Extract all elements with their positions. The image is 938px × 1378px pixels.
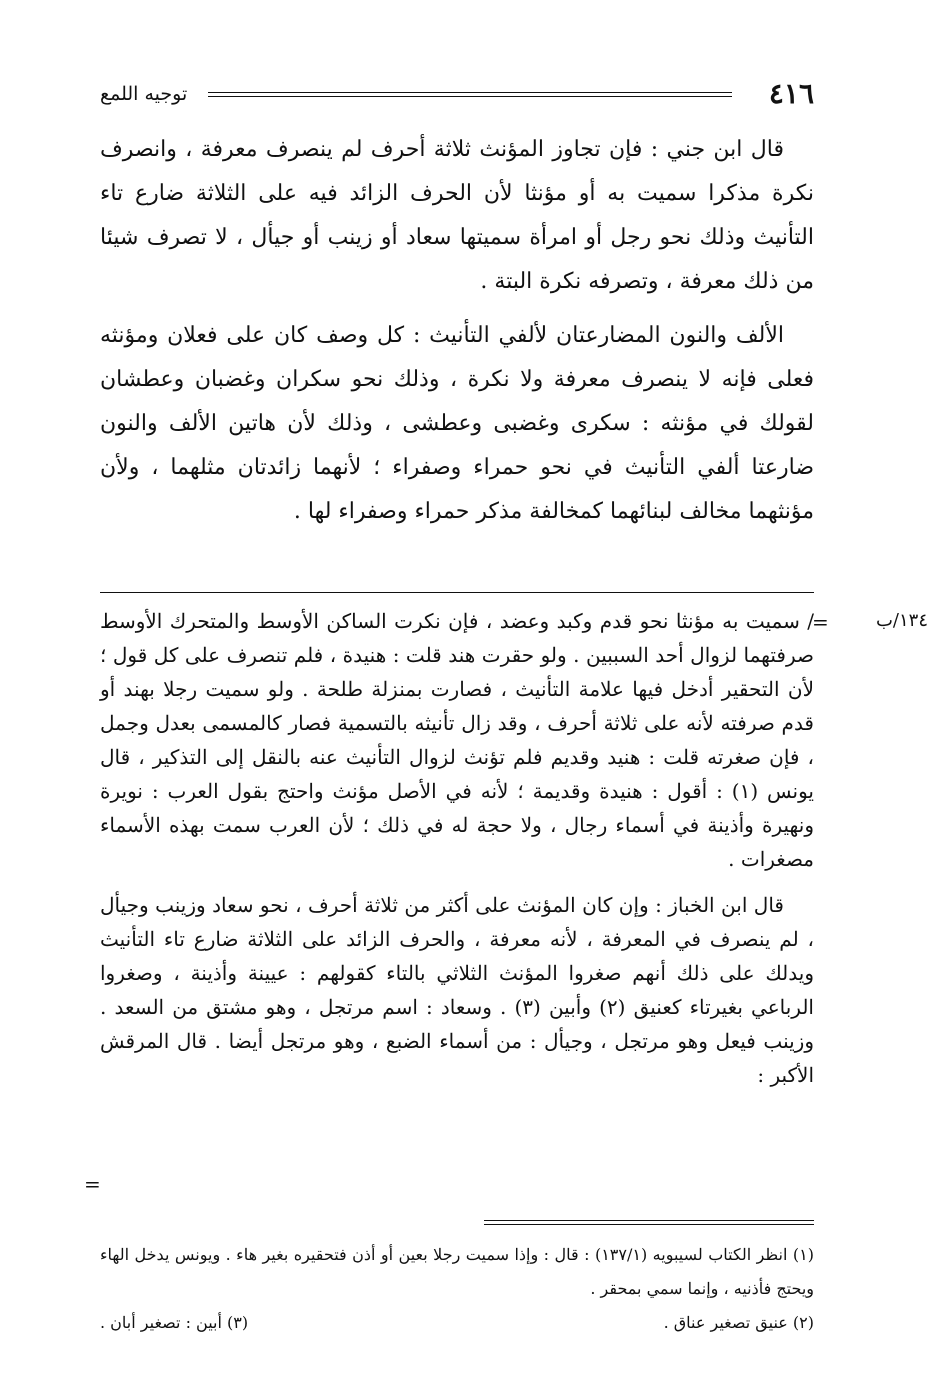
footnote-row <box>100 1306 814 1340</box>
running-title: توجيه اللمع <box>100 83 188 105</box>
footnote-1: (١) انظر الكتاب لسيبويه (١٣٧/١) : قال : وإذا سميت رجلا بعين أو أذن فتحقيره بغير هاء . ويونس يدخل الهاء ويحتج فأذنيه ، وإنما سمي بمحقر . <box>100 1245 814 1298</box>
header-rule <box>208 92 732 97</box>
footnotes <box>100 1238 814 1340</box>
main-paragraph: قال ابن جني : فإن تجاوز المؤنث ثلاثة أحرف لم ينصرف معرفة ، وانصرف نكرة مذكرا سميت به أو مؤنثا لأن الحرف الزائد فيه على الثلاثة ضارع تاء التأنيث وذلك نحو رجل أو امرأة سميتها سعاد أو زينب أو جيأل ، لا تصرف شيئا من ذلك معرفة ، وتصرفه نكرة البتة . <box>100 137 814 294</box>
continuation-mark: = <box>812 610 829 634</box>
main-paragraph: الألف والنون المضارعتان لألفي التأنيث : كل وصف كان على فعلان ومؤنثه فعلى فإنه لا ينصرف معرفة ولا نكرة ، وذلك نحو سكران وغضبان وعطشان لقولك في مؤنثه : سكرى وغضبى وعطشى ، وذلك لأن هاتين الألف والنون ضارعتا ألفي التأنيث في نحو حمراء وصفراء ؛ لأنهما زائدتان مثلهما ، ولأن مؤنثهما مخالف لبنائهما كمخالفة مذكر حمراء وصفراء لها . <box>100 323 814 524</box>
continuation-mark-end: = <box>84 1172 101 1196</box>
commentary-text <box>100 604 814 1092</box>
commentary-paragraph: قال ابن الخباز : وإن كان المؤنث على أكثر من ثلاثة أحرف ، نحو سعاد وزينب وجيأل ، لم ينصرف في المعرفة ، لأنه معرفة ، والحرف الزائد على الثلاثة ضارع تاء التأنيث ويدلك على ذلك أنهم صغروا المؤنث الثلاثي بالتاء كقولهم : عيينة وأذينة ، وصغروا الرباعي بغيرتاء كعنيق (٢) وأبين (٣) . وسعاد : اسم مرتجل ، وهو مشتق من السعد . وزينب فيعل وهو مرتجل ، وجيأل : من أسماء الضبع ، وهو مرتجل أيضا . قال المرقش الأكبر : <box>100 893 814 1087</box>
page-header <box>100 74 814 114</box>
section-divider <box>100 592 814 593</box>
footnote-2: (٢) عنيق تصغير عناق . <box>663 1313 814 1332</box>
page-number: ٤١٦ <box>768 77 814 110</box>
footnote-rule <box>484 1220 814 1225</box>
main-text <box>100 128 814 534</box>
footnote-3: (٣) أبين : تصغير أبان . <box>100 1313 249 1332</box>
folio-reference: ١٣٤/ب <box>875 610 928 631</box>
commentary-paragraph: / سميت به مؤنثا نحو قدم وكبد وعضد ، فإن نكرت الساكن الأوسط والمتحرك الأوسط صرفتهما لزوال أحد السببين . ولو حقرت هند قلت : هنيدة ، فلم تنصرف على كل قول ؛ لأن التحقير أدخل فيها علامة التأنيث ، فصارت بمنزلة طلحة . ولو سميت رجلا بهند أو قدم صرفته لأنه على ثلاثة أحرف ، وقد زال تأنيثه بالتسمية فصار كالمسمى بعدل وجمل ، فإن صغرته قلت : هنيد وقديم فلم تؤنث لزوال التأنيث عنه بالنقل إلى التذكير ، قال يونس (١) : أقول : هنيدة وقديمة ؛ لأنه في الأصل مؤنث واحتج بقول العرب : نويرة ونهيرة وأذينة في أسماء رجال ، ولا حجة له في ذلك ؛ لأن العرب سمت بهذه الأسماء مصغرات . <box>100 609 814 871</box>
